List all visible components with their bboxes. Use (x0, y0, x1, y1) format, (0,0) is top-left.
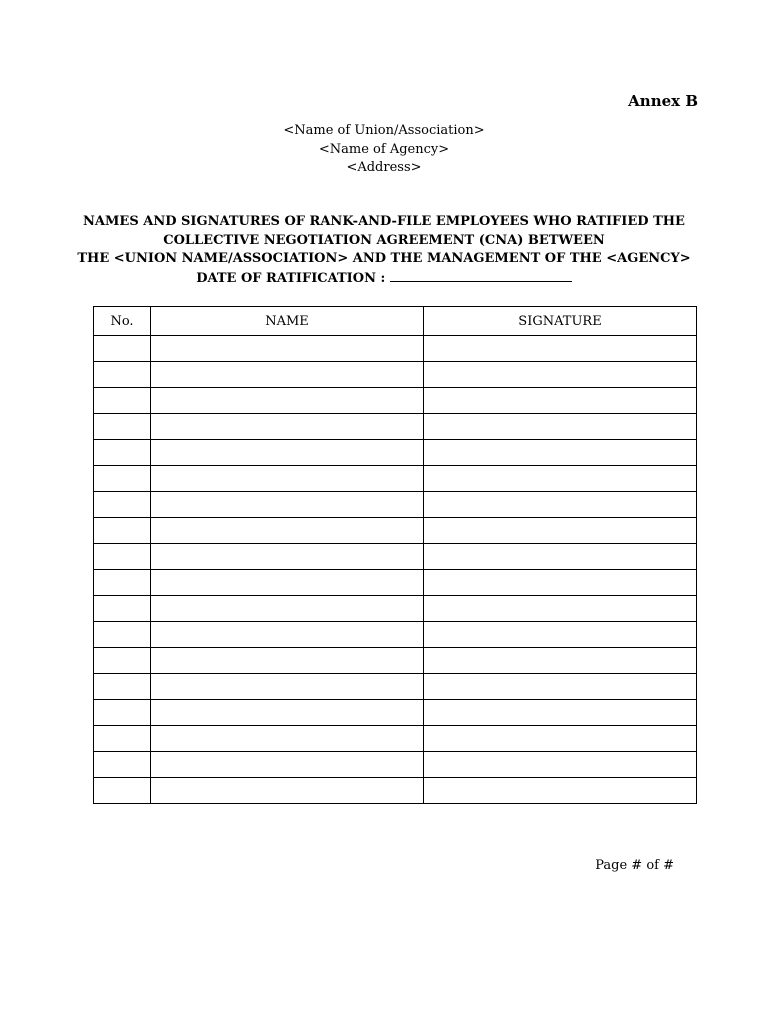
cell-signature[interactable] (424, 726, 697, 752)
cell-name[interactable] (151, 648, 424, 674)
cell-name[interactable] (151, 414, 424, 440)
cell-name[interactable] (151, 674, 424, 700)
address: <Address> (346, 160, 422, 175)
table-row (94, 648, 697, 674)
cell-name[interactable] (151, 518, 424, 544)
cell-name[interactable] (151, 466, 424, 492)
page-number: Page # of # (595, 858, 674, 873)
cell-signature[interactable] (424, 362, 697, 388)
cell-name[interactable] (151, 752, 424, 778)
table-row (94, 570, 697, 596)
union-name: <Name of Union/Association> (283, 123, 485, 138)
cell-name[interactable] (151, 570, 424, 596)
cell-no[interactable] (94, 362, 151, 388)
date-label: DATE OF RATIFICATION : (196, 270, 390, 286)
cell-signature[interactable] (424, 752, 697, 778)
cell-name[interactable] (151, 440, 424, 466)
date-blank-line[interactable] (390, 269, 572, 282)
table-row (94, 336, 697, 362)
table-row (94, 362, 697, 388)
agency-name: <Name of Agency> (318, 141, 450, 157)
cell-no[interactable] (94, 752, 151, 778)
cell-no[interactable] (94, 518, 151, 544)
cell-signature[interactable] (424, 518, 697, 544)
title-line-1: NAMES AND SIGNATURES OF RANK-AND-FILE EMPLOYEES WHO RATIFIED THE (83, 214, 685, 229)
cell-name[interactable] (151, 700, 424, 726)
cell-no[interactable] (94, 726, 151, 752)
cell-no[interactable] (94, 648, 151, 674)
cell-no[interactable] (94, 492, 151, 518)
cell-signature[interactable] (424, 492, 697, 518)
table-row (94, 674, 697, 700)
cell-name[interactable] (151, 362, 424, 388)
table-row (94, 466, 697, 492)
cell-no[interactable] (94, 596, 151, 622)
table-row (94, 596, 697, 622)
table-row (94, 700, 697, 726)
column-header-name: NAME (151, 307, 424, 336)
cell-signature[interactable] (424, 674, 697, 700)
table-row (94, 492, 697, 518)
table-row (94, 388, 697, 414)
cell-no[interactable] (94, 440, 151, 466)
cell-signature[interactable] (424, 440, 697, 466)
cell-no[interactable] (94, 622, 151, 648)
document-title (0, 213, 768, 288)
table-row (94, 778, 697, 804)
table-row (94, 726, 697, 752)
cell-signature[interactable] (424, 336, 697, 362)
cell-no[interactable] (94, 414, 151, 440)
cell-signature[interactable] (424, 570, 697, 596)
cell-no[interactable] (94, 466, 151, 492)
cell-no[interactable] (94, 778, 151, 804)
table-header-row (94, 307, 697, 336)
cell-no[interactable] (94, 336, 151, 362)
header-block (0, 122, 768, 178)
cell-signature[interactable] (424, 388, 697, 414)
annex-label: Annex B (628, 92, 698, 110)
cell-no[interactable] (94, 570, 151, 596)
cell-name[interactable] (151, 778, 424, 804)
cell-signature[interactable] (424, 414, 697, 440)
table-row (94, 752, 697, 778)
cell-no[interactable] (94, 700, 151, 726)
signature-table (93, 306, 697, 804)
cell-signature[interactable] (424, 622, 697, 648)
cell-no[interactable] (94, 388, 151, 414)
cell-signature[interactable] (424, 778, 697, 804)
cell-signature[interactable] (424, 700, 697, 726)
cell-name[interactable] (151, 388, 424, 414)
cell-name[interactable] (151, 336, 424, 362)
cell-name[interactable] (151, 596, 424, 622)
table-row (94, 544, 697, 570)
cell-name[interactable] (151, 726, 424, 752)
cell-signature[interactable] (424, 596, 697, 622)
title-line-3: THE <UNION NAME/ASSOCIATION> AND THE MANAGEMENT OF THE <AGENCY> (77, 251, 691, 266)
cell-signature[interactable] (424, 466, 697, 492)
cell-no[interactable] (94, 674, 151, 700)
table-row (94, 414, 697, 440)
cell-signature[interactable] (424, 648, 697, 674)
date-of-ratification (0, 269, 768, 289)
title-line-2: COLLECTIVE NEGOTIATION AGREEMENT (CNA) BETWEEN (163, 232, 605, 248)
cell-name[interactable] (151, 622, 424, 648)
cell-signature[interactable] (424, 544, 697, 570)
table-row (94, 440, 697, 466)
cell-no[interactable] (94, 544, 151, 570)
column-header-signature: SIGNATURE (424, 307, 697, 336)
table-row (94, 622, 697, 648)
table-row (94, 518, 697, 544)
column-header-no: No. (94, 307, 151, 336)
cell-name[interactable] (151, 492, 424, 518)
table-body (94, 336, 697, 804)
cell-name[interactable] (151, 544, 424, 570)
